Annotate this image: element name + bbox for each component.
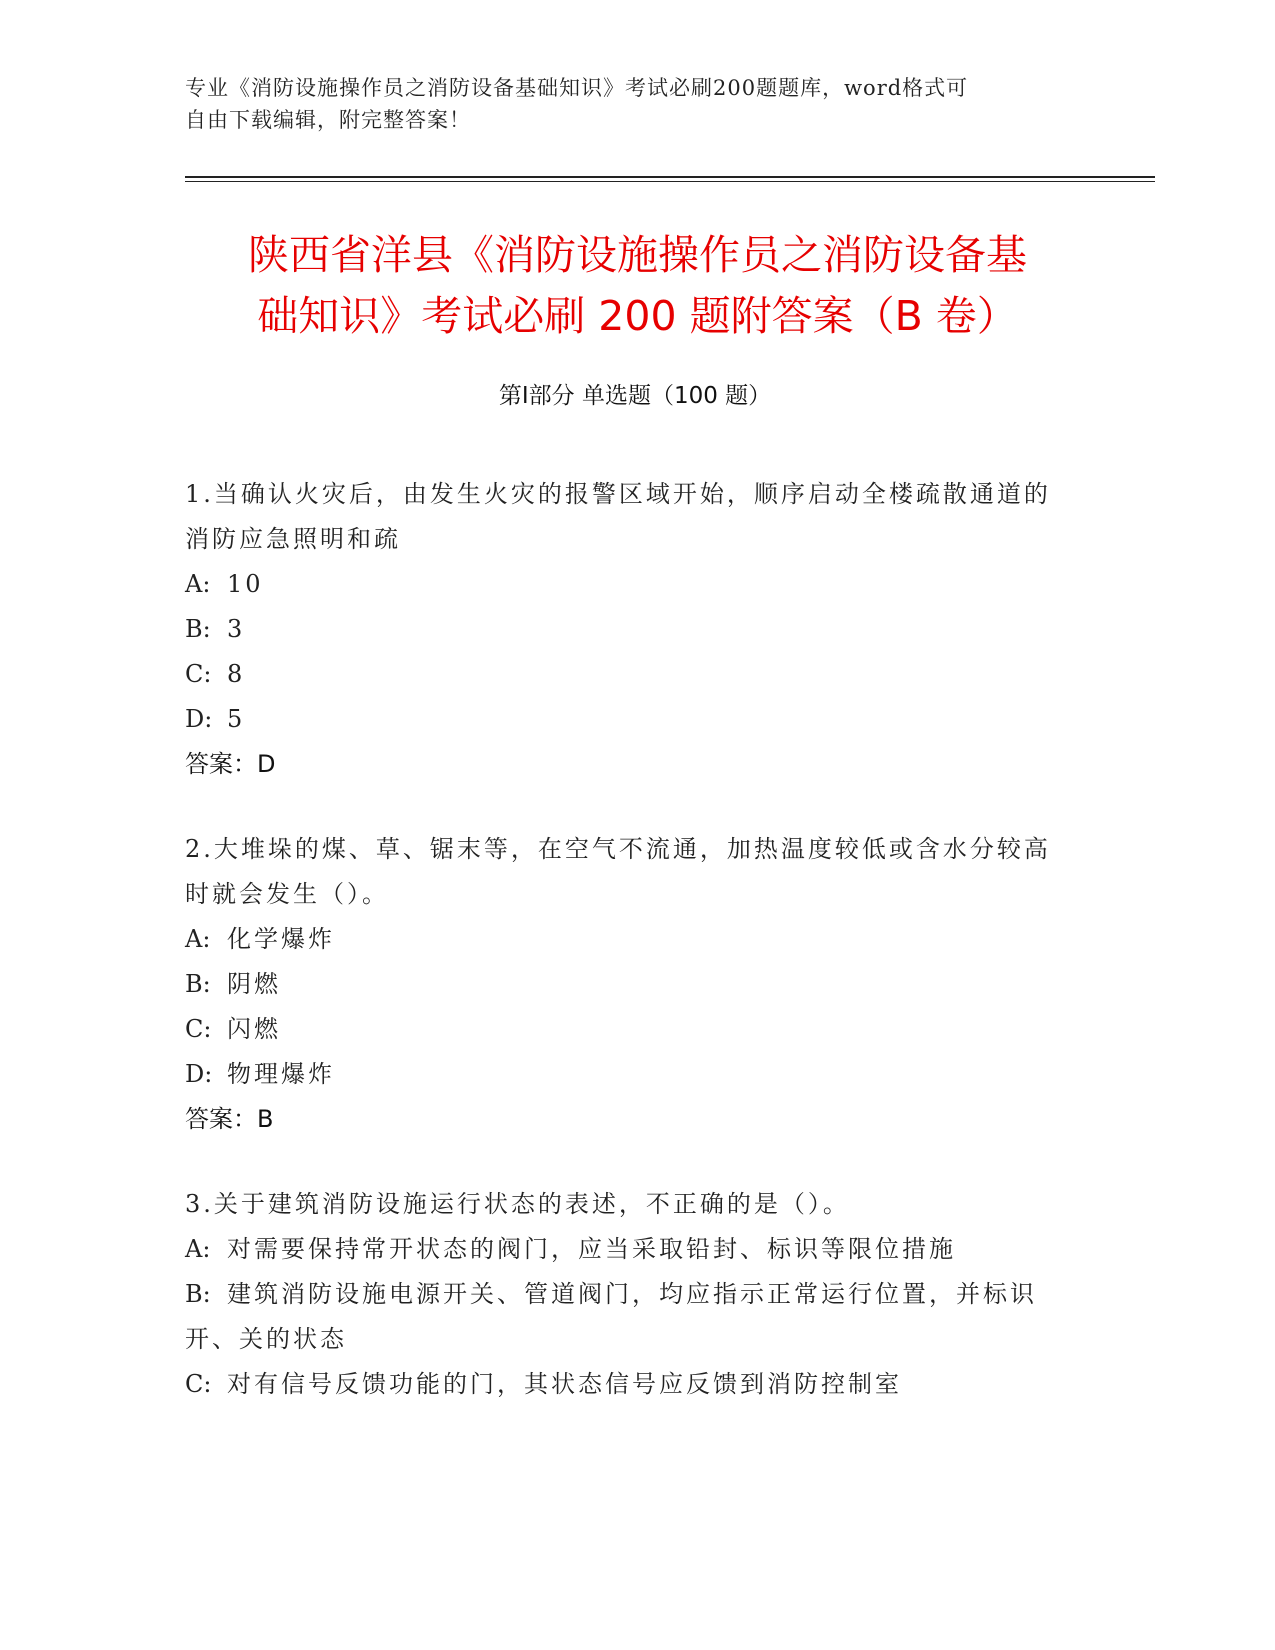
- header-divider-thick: [185, 176, 1155, 178]
- option-b: [185, 607, 1065, 652]
- option-key: B:: [185, 970, 211, 998]
- question-text: 1.当确认火灾后，由发生火灾的报警区域开始，顺序启动全楼疏散通道的消防应急照明和疏: [185, 480, 1051, 553]
- document-title: [130, 225, 1145, 347]
- option-key: B:: [185, 1280, 211, 1308]
- option-value: 化学爆炸: [227, 925, 335, 953]
- option-value: 8: [227, 660, 246, 688]
- option-value: 对有信号反馈功能的门，其状态信号应反馈到消防控制室: [227, 1370, 902, 1398]
- option-value: 对需要保持常开状态的阀门，应当采取铅封、标识等限位措施: [227, 1235, 956, 1263]
- question-3: [185, 1182, 1065, 1407]
- option-value: 建筑消防设施电源开关、管道阀门，均应指示正常运行位置，并标识开、关的状态: [185, 1280, 1037, 1353]
- option-b: [185, 962, 1065, 1007]
- option-d: [185, 697, 1065, 742]
- option-value: 3: [227, 615, 246, 643]
- option-d: [185, 1052, 1065, 1097]
- question-2: [185, 827, 1065, 1142]
- header-note-line-1: 专业《消防设施操作员之消防设备基础知识》考试必刷200题题库，word格式可: [185, 76, 969, 100]
- option-key: A:: [185, 925, 211, 953]
- option-key: D:: [185, 1060, 213, 1088]
- option-c: [185, 1007, 1065, 1052]
- question-list: [185, 472, 1065, 1447]
- option-key: C:: [185, 660, 212, 688]
- question-text: 2.大堆垛的煤、草、锯末等，在空气不流通，加热温度较低或含水分较高时就会发生（）。: [185, 835, 1051, 908]
- option-key: A:: [185, 1235, 211, 1263]
- answer: 答案：D: [185, 750, 276, 778]
- header-note-line-2: 自由下载编辑，附完整答案！: [185, 108, 471, 132]
- option-a: [185, 917, 1065, 962]
- option-value: 阴燃: [227, 970, 281, 998]
- option-key: C:: [185, 1015, 212, 1043]
- option-value: 5: [227, 705, 246, 733]
- option-c: [185, 652, 1065, 697]
- option-key: A:: [185, 570, 211, 598]
- answer: 答案：B: [185, 1105, 274, 1133]
- option-b: [185, 1272, 1065, 1362]
- question-text: 3.关于建筑消防设施运行状态的表述，不正确的是（）。: [185, 1190, 850, 1218]
- option-a: [185, 562, 1065, 607]
- question-1: [185, 472, 1065, 787]
- section-title: 第Ⅰ部分 单选题（100 题）: [498, 383, 772, 409]
- option-value: 物理爆炸: [227, 1060, 335, 1088]
- option-key: B:: [185, 615, 211, 643]
- option-key: C:: [185, 1370, 212, 1398]
- option-c: [185, 1362, 1065, 1407]
- option-value: 10: [227, 570, 264, 598]
- option-key: D:: [185, 705, 213, 733]
- document-title-line-1: 陕西省洋县《消防设施操作员之消防设备基: [248, 231, 1027, 279]
- header-divider-thin: [185, 181, 1155, 182]
- header-note: [185, 72, 1065, 136]
- option-value: 闪燃: [227, 1015, 281, 1043]
- document-title-line-2: 础知识》考试必刷 200 题附答案（B 卷）: [257, 292, 1018, 340]
- option-a: [185, 1227, 1065, 1272]
